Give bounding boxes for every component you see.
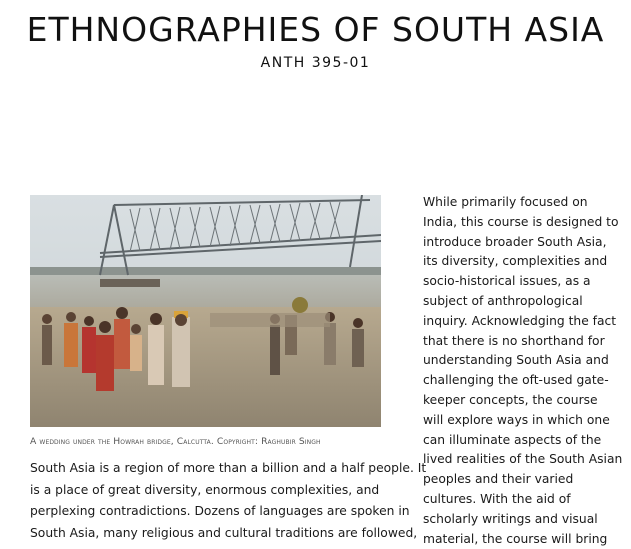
description-line: keeper concepts, the course: [423, 392, 598, 407]
description-line: India, this course is designed to: [423, 214, 619, 229]
description-line: will explore ways in which one: [423, 412, 610, 427]
intro-line: perplexing contradictions. Dozens of languages are spoken in: [30, 504, 410, 518]
description-line: material, the course will bring: [423, 531, 608, 546]
intro-line: is a place of great diversity, enormous complexities, and: [30, 482, 380, 497]
intro-paragraph: [30, 458, 427, 544]
description-line: its diversity, complexities and: [423, 254, 608, 269]
intro-line: South Asia, many religious and cultural traditions are followed,: [30, 525, 418, 540]
description-line: challenging the oft-used gate-: [423, 373, 609, 388]
description-line: can illuminate aspects of the: [423, 432, 602, 447]
wedding-procession-photo: [30, 195, 381, 427]
description-line: scholarly writings and visual: [423, 511, 598, 526]
page-title: ETHNOGRAPHIES OF SOUTH ASIA: [26, 10, 605, 49]
description-line: subject of anthropological: [423, 293, 583, 308]
description-line: cultures. With the aid of: [423, 491, 571, 506]
description-line: that there is no shorthand for: [423, 333, 605, 348]
description-line: peoples and their varied: [423, 472, 574, 487]
course-code: ANTH 395-01: [260, 55, 371, 71]
description-line: socio-historical issues, as a: [423, 274, 591, 289]
description-line: inquiry. Acknowledging the fact: [423, 313, 617, 328]
photo-caption: A wedding under the Howrah bridge, Calcutta. Copyright: Raghubir Singh: [30, 436, 321, 447]
description-line: introduce broader South Asia,: [423, 234, 607, 249]
description-line: lived realities of the South Asian: [423, 452, 623, 467]
description-line: While primarily focused on: [423, 195, 588, 209]
course-description-paragraph: [423, 193, 623, 549]
intro-line: South Asia is a region of more than a billion and a half people. It: [30, 461, 427, 475]
description-line: understanding South Asia and: [423, 353, 609, 368]
